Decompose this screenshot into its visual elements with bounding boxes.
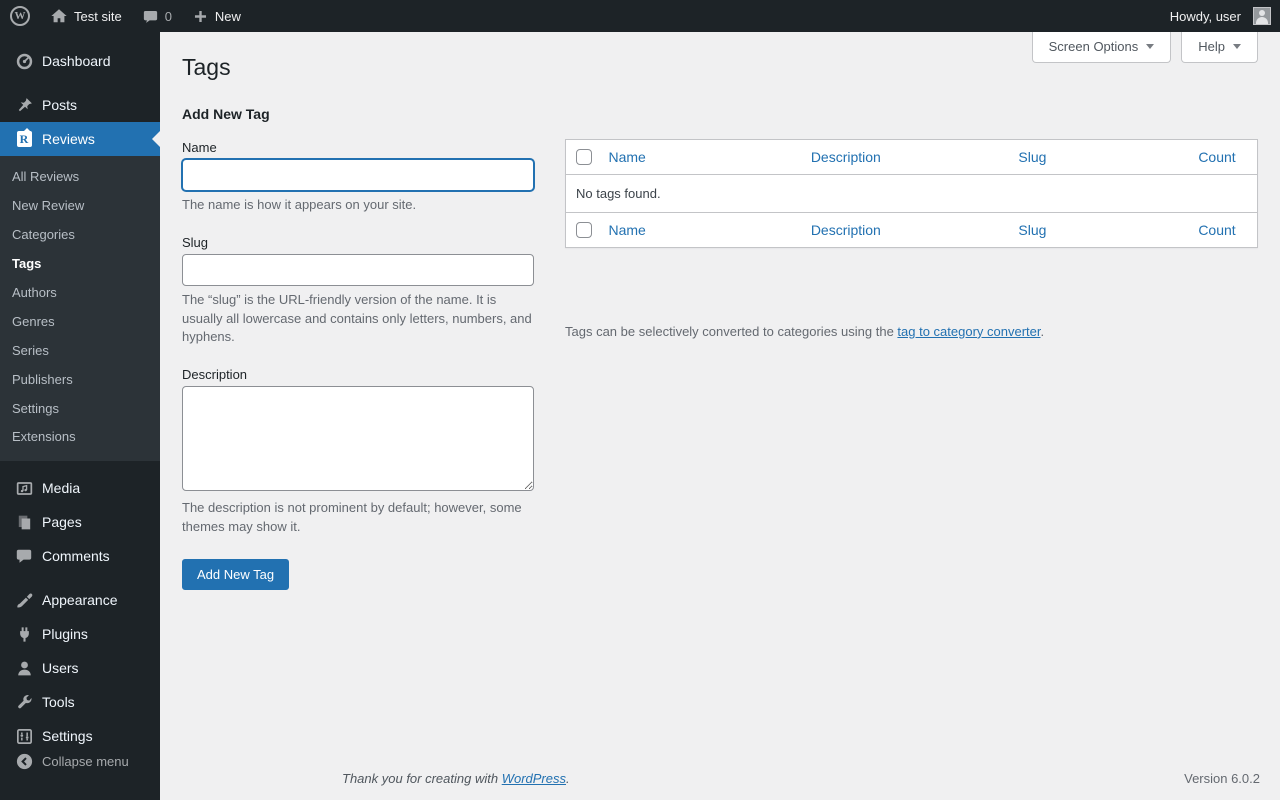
- table-footer-row: [566, 212, 1258, 247]
- sidebar-item-label: Dashboard: [42, 53, 111, 69]
- wordpress-link[interactable]: WordPress: [501, 771, 566, 786]
- menu-separator: [0, 573, 160, 583]
- help-button[interactable]: [1181, 32, 1258, 63]
- name-input[interactable]: [182, 159, 534, 191]
- column-footer-slug[interactable]: Slug: [1008, 212, 1188, 247]
- user-icon: [14, 658, 34, 678]
- footer-thanks-text: Thank you for creating with: [342, 771, 502, 786]
- sidebar-item-label: Tools: [42, 694, 75, 711]
- sidebar-item-label: Posts: [42, 97, 78, 113]
- version-label: Version 6.0.2: [1184, 771, 1260, 786]
- converter-note: [565, 324, 1258, 339]
- sidebar-item-dashboard[interactable]: [0, 44, 160, 78]
- submenu-item-tags[interactable]: Tags: [12, 255, 42, 271]
- submenu-item-categories[interactable]: Categories: [12, 226, 75, 242]
- sidebar-item-label: Appearance: [42, 592, 118, 609]
- menu-separator: [0, 461, 160, 471]
- collapse-menu-row: [0, 744, 160, 778]
- description-help-text: The description is not prominent by default; however, some themes may show it.: [182, 500, 522, 535]
- submenu-item-all-reviews[interactable]: All Reviews: [12, 169, 80, 184]
- column-footer-description[interactable]: Description: [801, 212, 1009, 247]
- my-account-menu[interactable]: [1160, 0, 1280, 32]
- paintbrush-icon: [14, 590, 34, 610]
- page-title: Tags: [182, 54, 231, 80]
- tag-to-category-converter-link[interactable]: tag to category converter: [897, 323, 1041, 339]
- column-footer-count[interactable]: Count: [1188, 212, 1257, 247]
- sidebar-item-posts[interactable]: [0, 88, 160, 122]
- slug-label: Slug: [182, 234, 209, 250]
- plus-icon: [192, 8, 209, 25]
- slug-field-group: [182, 235, 534, 348]
- table-row: [566, 174, 1258, 212]
- collapse-menu-label: Collapse menu: [42, 753, 129, 769]
- admin-bar: [0, 0, 1280, 32]
- pages-icon: [14, 512, 34, 532]
- user-avatar: [1254, 8, 1270, 24]
- wp-logo-menu[interactable]: [0, 0, 40, 32]
- current-menu-arrow-icon: [144, 131, 160, 147]
- footer: [342, 771, 1260, 786]
- column-footer-name[interactable]: Name: [599, 212, 801, 247]
- sidebar-item-comments[interactable]: [0, 539, 160, 573]
- reviews-submenu: [0, 156, 160, 461]
- add-tag-heading: Add New Tag: [182, 105, 270, 122]
- comment-count: 0: [164, 8, 172, 24]
- submenu-item-genres[interactable]: Genres: [12, 313, 55, 329]
- column-header-count[interactable]: Count: [1188, 139, 1257, 174]
- submenu-item-authors[interactable]: Authors: [12, 284, 57, 300]
- footer-thanks: [342, 771, 570, 786]
- converter-note-text: Tags can be selectively converted to categories using the: [565, 323, 898, 339]
- select-all-checkbox-footer[interactable]: [576, 222, 592, 238]
- column-header-slug[interactable]: Slug: [1008, 139, 1188, 174]
- comments-menu[interactable]: [132, 0, 182, 32]
- submenu-item-settings[interactable]: Settings: [12, 400, 59, 416]
- converter-note-suffix: .: [1040, 323, 1045, 339]
- site-name-menu[interactable]: [40, 0, 132, 32]
- screen-options-button[interactable]: [1032, 32, 1172, 63]
- submenu-item-publishers[interactable]: Publishers: [12, 371, 73, 387]
- submenu-item-extensions[interactable]: Extensions: [12, 429, 76, 445]
- comment-bubble-icon: [142, 8, 159, 25]
- description-label: Description: [182, 367, 248, 383]
- sidebar-item-pages[interactable]: [0, 505, 160, 539]
- wordpress-logo-icon: W: [10, 6, 30, 26]
- menu-separator: [0, 78, 160, 88]
- wrench-icon: [14, 692, 34, 712]
- admin-menu: [0, 32, 160, 800]
- sidebar-item-label: Plugins: [42, 626, 88, 643]
- sidebar-item-plugins[interactable]: [0, 617, 160, 651]
- main-content: [160, 0, 1280, 800]
- howdy-label: Howdy, user: [1169, 8, 1241, 24]
- sidebar-item-label: Users: [42, 660, 79, 677]
- select-all-checkbox[interactable]: [576, 149, 592, 165]
- dashboard-icon: [14, 51, 34, 71]
- sidebar-item-tools[interactable]: [0, 685, 160, 719]
- collapse-menu-button[interactable]: [0, 744, 160, 778]
- name-label: Name: [182, 139, 217, 155]
- add-new-tag-button[interactable]: Add New Tag: [182, 559, 289, 590]
- slug-input[interactable]: [182, 254, 534, 286]
- screen-options-label: Screen Options: [1048, 39, 1139, 54]
- no-tags-message: No tags found.: [576, 185, 661, 201]
- footer-thanks-suffix: .: [566, 771, 570, 786]
- submenu-item-new-review[interactable]: New Review: [12, 197, 85, 213]
- chevron-down-icon: [1146, 44, 1154, 49]
- column-container: [182, 106, 1258, 590]
- sidebar-item-media[interactable]: [0, 471, 160, 505]
- home-icon: [50, 7, 68, 25]
- chevron-down-icon: [1233, 44, 1241, 49]
- sidebar-item-label: Pages: [42, 514, 82, 531]
- pushpin-icon: [14, 95, 34, 115]
- comments-icon: [14, 546, 34, 566]
- table-header-row: [566, 139, 1258, 174]
- plugin-icon: [14, 624, 34, 644]
- sidebar-item-label: Comments: [42, 548, 110, 565]
- tags-table: [565, 139, 1258, 248]
- column-header-name[interactable]: Name: [599, 139, 801, 174]
- sidebar-item-appearance[interactable]: [0, 583, 160, 617]
- sidebar-item-label: Reviews: [42, 131, 95, 147]
- media-icon: [14, 478, 34, 498]
- description-textarea[interactable]: [182, 386, 534, 491]
- slug-help-text: The “slug” is the URL-friendly version of the name. It is usually all lowercase and contains only letters, numbers, and hyphens.: [182, 291, 532, 345]
- name-help-text: The name is how it appears on your site.: [182, 196, 417, 212]
- help-label: Help: [1198, 39, 1225, 54]
- site-name-label: Test site: [74, 8, 122, 24]
- name-field-group: [182, 140, 534, 215]
- description-field-group: [182, 367, 534, 537]
- new-label: New: [214, 8, 241, 24]
- add-tag-form: [182, 106, 534, 590]
- column-header-description[interactable]: Description: [801, 139, 1009, 174]
- reviews-icon: R: [14, 129, 34, 149]
- new-content-menu[interactable]: [182, 0, 251, 32]
- sidebar-item-label: Media: [42, 480, 81, 497]
- sidebar-item-users[interactable]: [0, 651, 160, 685]
- sidebar-item-label: Settings: [42, 728, 93, 745]
- collapse-arrow-icon: [14, 751, 34, 771]
- tags-list-column: [565, 106, 1258, 590]
- submenu-item-series[interactable]: Series: [12, 342, 49, 358]
- sidebar-item-reviews[interactable]: [0, 122, 160, 156]
- screen-meta-links: [1032, 32, 1258, 63]
